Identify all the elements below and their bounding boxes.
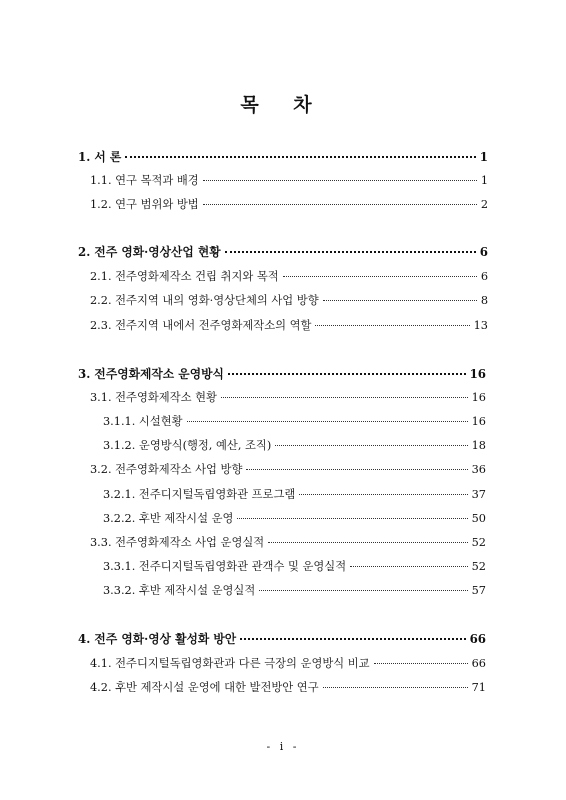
toc-entry-3-2-1[interactable] — [103, 486, 486, 504]
toc-leader-dots — [323, 300, 477, 301]
toc-entry-label: 3.1. 전주영화제작소 현황 — [90, 391, 217, 404]
page-number: - i - — [266, 740, 300, 753]
toc-entry-page: 1 — [480, 174, 488, 187]
toc-entry-3-2[interactable] — [90, 461, 486, 479]
toc-entry-label: 4. 전주 영화·영상 활성화 방안 — [78, 632, 237, 646]
toc-entry-label: 4.2. 후반 제작시설 운영에 대한 발전방안 연구 — [90, 681, 319, 694]
toc-entry-label: 1.1. 연구 목적과 배경 — [90, 174, 199, 187]
toc-leader-dots — [246, 469, 467, 470]
toc-leader-dots — [187, 421, 468, 422]
toc-entry-3-1[interactable] — [90, 389, 486, 407]
toc-entry-label: 2. 전주 영화·영상산업 현황 — [78, 245, 221, 259]
toc-leader-dots — [283, 276, 477, 277]
toc-entry-1-2[interactable] — [90, 196, 488, 214]
toc-leader-dots — [221, 397, 468, 398]
toc-entry-1-1[interactable] — [90, 172, 488, 190]
toc-entry-page: 16 — [471, 391, 486, 404]
toc-leader-dots — [237, 518, 467, 519]
toc-leader-dots — [315, 325, 469, 326]
toc-leader-dots — [203, 180, 477, 181]
toc-entry-page: 36 — [471, 463, 486, 476]
toc-entry-page: 6 — [479, 245, 488, 259]
toc-leader-dots — [225, 251, 476, 253]
toc-entry-label: 3.3.1. 전주디지털독립영화관 관객수 및 운영실적 — [103, 560, 347, 573]
toc-entry-label: 3.3.2. 후반 제작시설 운영실적 — [103, 584, 256, 597]
toc-entry-page: 71 — [471, 681, 486, 694]
toc-entry-label: 1. 서 론 — [78, 150, 122, 164]
toc-entry-3-3[interactable] — [90, 534, 486, 552]
toc-leader-dots — [125, 156, 475, 158]
toc-entry-page: 13 — [473, 319, 488, 332]
toc-entry-page: 66 — [469, 632, 486, 646]
toc-entry-4[interactable] — [78, 630, 486, 648]
toc-entry-3-1-1[interactable] — [103, 413, 486, 431]
toc-entry-label: 3.2.2. 후반 제작시설 운영 — [103, 512, 234, 525]
toc-entry-page: 2 — [480, 198, 488, 211]
toc-leader-dots — [268, 542, 467, 543]
toc-entry-1[interactable] — [78, 148, 488, 166]
toc-entry-label: 2.2. 전주지역 내의 영화·영상단체의 사업 방향 — [90, 294, 319, 307]
toc-entry-label: 2.1. 전주영화제작소 건립 취지와 목적 — [90, 270, 279, 283]
toc-entry-page: 52 — [471, 536, 486, 549]
toc-entry-label: 3.2. 전주영화제작소 사업 방향 — [90, 463, 243, 476]
toc-entry-label: 2.3. 전주지역 내에서 전주영화제작소의 역할 — [90, 319, 312, 332]
toc-leader-dots — [323, 687, 468, 688]
toc-entry-2[interactable] — [78, 243, 488, 261]
toc-leader-dots — [275, 445, 467, 446]
toc-entry-3-3-1[interactable] — [103, 558, 486, 576]
toc-entry-label: 3.1.1. 시설현황 — [103, 415, 183, 428]
toc-entry-3-3-2[interactable] — [103, 582, 486, 600]
toc-entry-page: 50 — [471, 512, 486, 525]
toc-entry-2-3[interactable] — [90, 317, 488, 335]
toc-entry-page: 16 — [469, 367, 486, 381]
toc-entry-label: 3.2.1. 전주디지털독립영화관 프로그램 — [103, 488, 296, 501]
toc-entry-3[interactable] — [78, 365, 486, 383]
toc-entry-page: 37 — [471, 488, 486, 501]
toc-entry-label: 3.1.2. 운영방식(행정, 예산, 조직) — [103, 439, 272, 452]
toc-entry-page: 6 — [480, 270, 488, 283]
toc-leader-dots — [240, 638, 465, 640]
toc-entry-label: 4.1. 전주디지털독립영화관과 다른 극장의 운영방식 비교 — [90, 657, 370, 670]
toc-entry-label: 3.3. 전주영화제작소 사업 운영실적 — [90, 536, 265, 549]
toc-entry-page: 52 — [471, 560, 486, 573]
toc-entry-page: 66 — [471, 657, 486, 670]
toc-title: 목 차 — [240, 94, 326, 116]
toc-leader-dots — [350, 566, 467, 567]
toc-entry-3-1-2[interactable] — [103, 437, 486, 455]
toc-leader-dots — [203, 204, 477, 205]
toc-entry-4-2[interactable] — [90, 679, 486, 697]
toc-leader-dots — [259, 590, 467, 591]
toc-entry-label: 1.2. 연구 범위와 방법 — [90, 198, 199, 211]
toc-entry-4-1[interactable] — [90, 655, 486, 673]
toc-entry-2-2[interactable] — [90, 292, 488, 310]
toc-entry-3-2-2[interactable] — [103, 510, 486, 528]
toc-entry-page: 1 — [479, 150, 488, 164]
toc-entry-label: 3. 전주영화제작소 운영방식 — [78, 367, 224, 381]
toc-entry-page: 57 — [471, 584, 486, 597]
toc-entry-2-1[interactable] — [90, 268, 488, 286]
toc-leader-dots — [228, 373, 466, 375]
toc-entry-page: 8 — [480, 294, 488, 307]
toc-entry-page: 18 — [471, 439, 486, 452]
toc-leader-dots — [299, 494, 467, 495]
toc-leader-dots — [374, 663, 468, 664]
toc-entry-page: 16 — [471, 415, 486, 428]
